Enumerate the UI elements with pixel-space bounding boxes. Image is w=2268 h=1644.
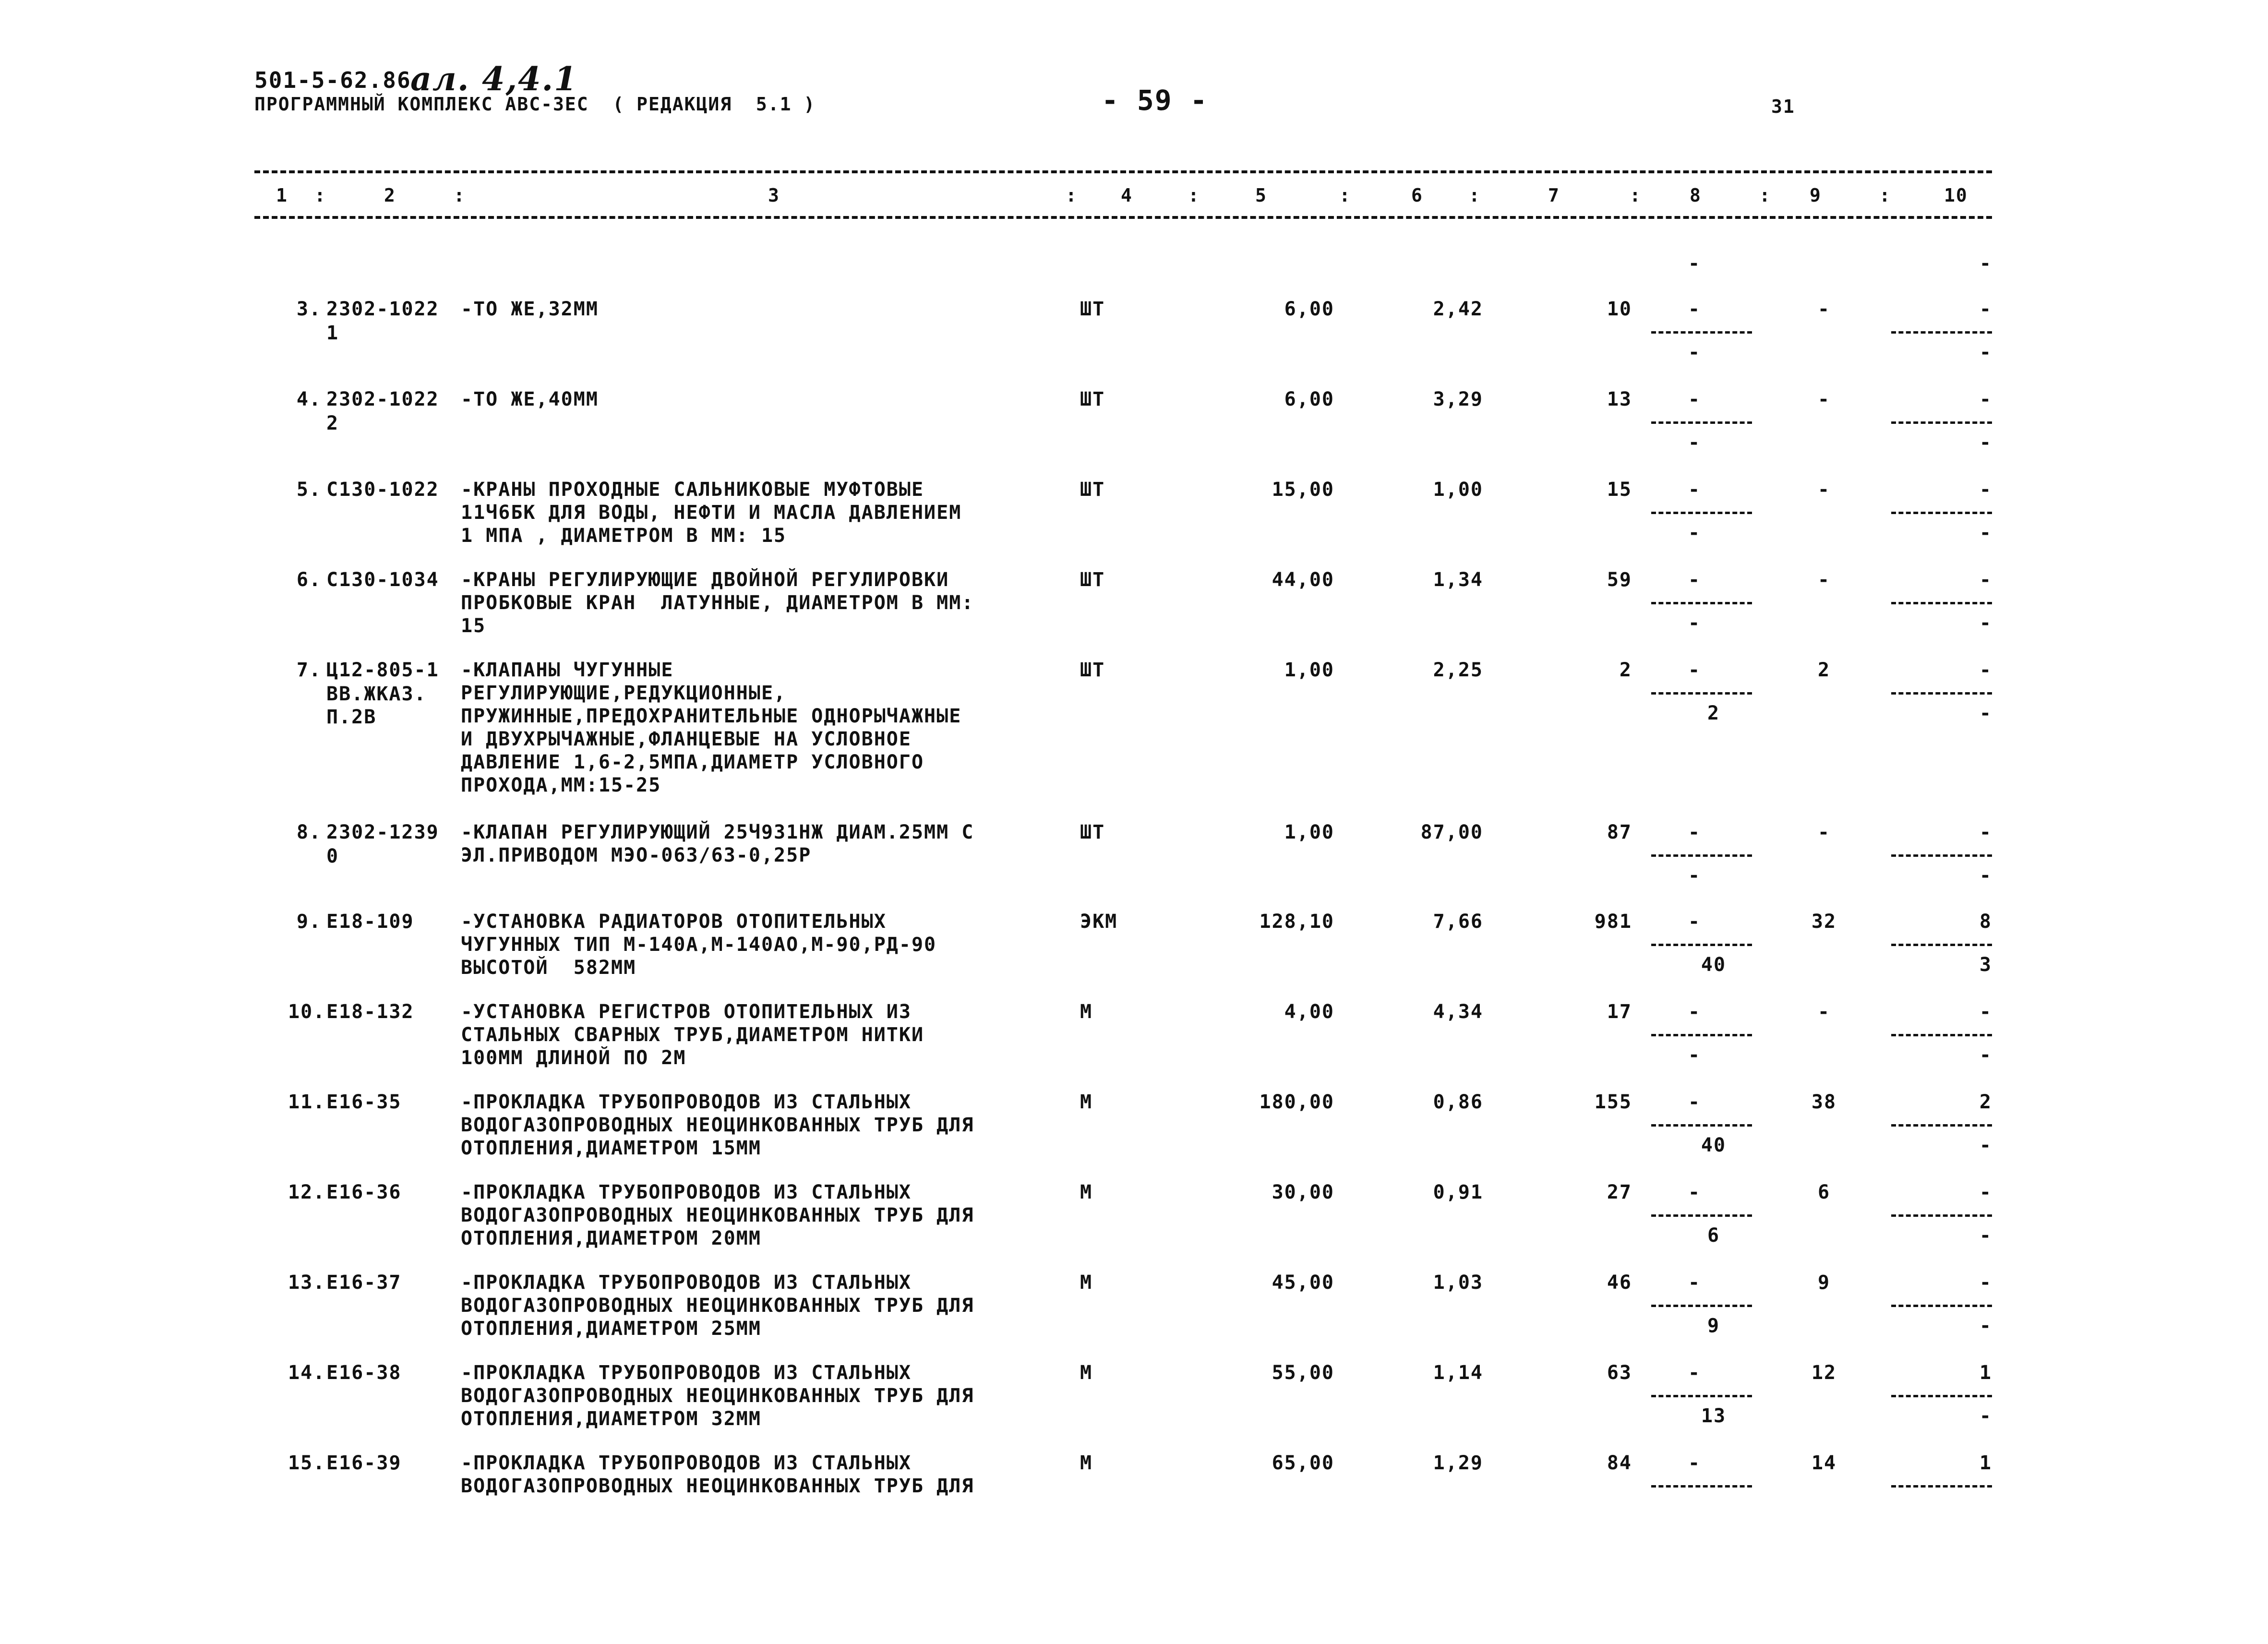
sheet-number: 31	[1771, 96, 1795, 117]
row-col8-bottom: 40	[1701, 1134, 1727, 1156]
column-separator: :	[1630, 185, 1642, 206]
row-col10-rule	[1891, 1214, 1992, 1217]
row-total: 13	[1607, 388, 1632, 410]
row-code-continuation: 2	[326, 412, 339, 434]
column-separator: :	[1066, 185, 1078, 206]
row-number: 14.	[288, 1362, 326, 1384]
row-col10-top: -	[1979, 298, 1992, 320]
row-col9: -	[1817, 569, 1831, 591]
column-header-2: 2	[384, 185, 396, 206]
row-unit: ШТ	[1080, 388, 1105, 410]
row-unit: ШТ	[1080, 569, 1105, 591]
row-total: 63	[1607, 1362, 1632, 1384]
row-description-line: ОТОПЛЕНИЯ,ДИАМЕТРОМ 32ММ	[461, 1408, 761, 1430]
row-col8-mid: -	[1688, 1044, 1701, 1066]
row-col10-bottom: -	[1979, 1224, 1992, 1247]
row-quantity: 128,10	[1259, 911, 1334, 933]
column-header-5: 5	[1255, 185, 1267, 206]
header-bottom-rule	[254, 216, 1992, 219]
column-header-3: 3	[768, 185, 780, 206]
header-top-rule	[254, 170, 1992, 173]
row-code: Ц12-805-1	[326, 659, 439, 681]
row-code: 2302-1022	[326, 388, 439, 410]
row-description-line: ЭЛ.ПРИВОДОМ МЭО-063/63-0,25Р	[461, 844, 812, 866]
row-col10-rule	[1891, 1305, 1992, 1307]
row-description-line: ЧУГУННЫХ ТИП М-140А,М-140АО,М-90,РД-90	[461, 934, 937, 956]
row-code: С130-1022	[326, 479, 439, 501]
row-quantity: 6,00	[1284, 388, 1334, 410]
row-col9: 14	[1811, 1452, 1837, 1474]
row-description-line: -ПРОКЛАДКА ТРУБОПРОВОДОВ ИЗ СТАЛЬНЫХ	[461, 1091, 912, 1113]
row-col10-top: -	[1979, 388, 1992, 410]
row-col10-top: -	[1979, 659, 1992, 681]
row-col8-top: -	[1688, 659, 1701, 681]
row-number: 9.	[296, 911, 322, 933]
row-description-line: -ПРОКЛАДКА ТРУБОПРОВОДОВ ИЗ СТАЛЬНЫХ	[461, 1181, 912, 1203]
row-col8-mid: -	[1688, 612, 1701, 634]
row-code-continuation: ВВ.ЖКАЗ. П.2В	[326, 683, 427, 728]
column-header-7: 7	[1548, 185, 1560, 206]
row-col8-rule	[1651, 1485, 1752, 1488]
row-col8-top: -	[1688, 569, 1701, 591]
row-description-line: -УСТАНОВКА РЕГИСТРОВ ОТОПИТЕЛЬНЫХ ИЗ	[461, 1001, 912, 1023]
row-description-line: СТАЛЬНЫХ СВАРНЫХ ТРУБ,ДИАМЕТРОМ НИТКИ	[461, 1024, 924, 1046]
row-number: 12.	[288, 1181, 326, 1203]
row-col8-bottom: 40	[1701, 954, 1727, 976]
column-header-8: 8	[1690, 185, 1702, 206]
row-total: 2	[1619, 659, 1632, 681]
row-quantity: 65,00	[1272, 1452, 1334, 1474]
column-separator: :	[454, 185, 466, 206]
row-col10-rule	[1891, 1485, 1992, 1488]
row-number: 11.	[288, 1091, 326, 1113]
row-unit: ШТ	[1080, 479, 1105, 501]
row-total: 15	[1607, 479, 1632, 501]
row-col8-top: -	[1688, 479, 1701, 501]
row-description-line: ОТОПЛЕНИЯ,ДИАМЕТРОМ 15ММ	[461, 1137, 761, 1159]
row-number: 7.	[296, 659, 322, 681]
row-total: 87	[1607, 821, 1632, 843]
row-col10-rule	[1891, 331, 1992, 334]
row-quantity: 44,00	[1272, 569, 1334, 591]
column-separator: :	[1759, 185, 1771, 206]
row-number: 13.	[288, 1272, 326, 1294]
row-col8-rule	[1651, 331, 1752, 334]
row-col8-top: -	[1688, 1091, 1701, 1113]
row-col10-top: -	[1979, 1181, 1992, 1203]
row-description-line: ПРОХОДА,ММ:15-25	[461, 774, 661, 796]
column-separator: :	[314, 185, 326, 206]
row-col10-bottom: -	[1979, 1315, 1992, 1337]
row-code: Е18-132	[326, 1001, 414, 1023]
column-header-9: 9	[1810, 185, 1822, 206]
row-col10-top: -	[1979, 479, 1992, 501]
row-quantity: 6,00	[1284, 298, 1334, 320]
row-unit-price: 1,14	[1433, 1362, 1483, 1384]
column-header-10: 10	[1944, 185, 1968, 206]
row-col10-bottom: -	[1979, 1044, 1992, 1066]
row-unit: М	[1080, 1452, 1093, 1474]
row-code: 2302-1239	[326, 821, 439, 843]
column-header-4: 4	[1121, 185, 1133, 206]
row-col8-top: -	[1688, 1181, 1701, 1203]
row-code-continuation: 0	[326, 845, 339, 867]
row-description-line: ДАВЛЕНИЕ 1,6-2,5МПА,ДИАМЕТР УСЛОВНОГО	[461, 751, 924, 773]
row-number: 6.	[296, 569, 322, 591]
album-note: ал. 4,4.1	[410, 60, 578, 98]
row-col9: 12	[1811, 1362, 1837, 1384]
row-quantity: 30,00	[1272, 1181, 1334, 1203]
row-col8-mid: -	[1688, 522, 1701, 544]
row-code: Е16-39	[326, 1452, 402, 1474]
row-number: 3.	[296, 298, 322, 320]
program-line: ПРОГРАММНЫЙ КОМПЛЕКС АВС-3ЕС ( РЕДАКЦИЯ 5.1 )	[254, 94, 816, 115]
row-unit: ЭКМ	[1080, 911, 1118, 933]
row-unit-price: 87,00	[1420, 821, 1483, 843]
row-description-line: ВЫСОТОЙ 582ММ	[461, 957, 636, 979]
row-unit: М	[1080, 1001, 1093, 1023]
row-description-line: ВОДОГАЗОПРОВОДНЫХ НЕОЦИНКОВАННЫХ ТРУБ ДЛЯ	[461, 1385, 974, 1407]
row-col9: -	[1817, 388, 1831, 410]
row-description-line: -ТО ЖЕ,32ММ	[461, 298, 599, 320]
row-description-line: 15	[461, 615, 486, 637]
row-col10-rule	[1891, 512, 1992, 514]
row-unit-price: 3,29	[1433, 388, 1483, 410]
row-col10-top: 1	[1979, 1362, 1992, 1384]
row-col10-top: 2	[1979, 1091, 1992, 1113]
row-col10-rule	[1891, 1124, 1992, 1127]
row-total: 27	[1607, 1181, 1632, 1203]
row-total: 84	[1607, 1452, 1632, 1474]
column-header-6: 6	[1411, 185, 1423, 206]
row-col10-top: 8	[1979, 911, 1992, 933]
row-total: 155	[1594, 1091, 1632, 1113]
row-col10-rule	[1891, 1395, 1992, 1397]
row-col8-rule	[1651, 1034, 1752, 1036]
row-number: 15.	[288, 1452, 326, 1474]
row-col8-rule	[1651, 421, 1752, 424]
row-col10-top: -	[1979, 1001, 1992, 1023]
page-number: - 59 -	[1102, 84, 1208, 117]
row-description-line: ВОДОГАЗОПРОВОДНЫХ НЕОЦИНКОВАННЫХ ТРУБ ДЛЯ	[461, 1295, 974, 1317]
row-col9: -	[1817, 479, 1831, 501]
row-description-line: -КЛАПАН РЕГУЛИРУЮЩИЙ 25Ч931НЖ ДИАМ.25ММ С	[461, 821, 974, 843]
row-description-line: ВОДОГАЗОПРОВОДНЫХ НЕОЦИНКОВАННЫХ ТРУБ ДЛЯ	[461, 1204, 974, 1226]
row-col8-rule	[1651, 944, 1752, 946]
row-description-line: -УСТАНОВКА РАДИАТОРОВ ОТОПИТЕЛЬНЫХ	[461, 911, 887, 933]
row-unit: М	[1080, 1091, 1093, 1113]
row-col8-mid: -	[1688, 341, 1701, 363]
row-unit: ШТ	[1080, 821, 1105, 843]
col10-lead-mark: -	[1979, 252, 1992, 275]
row-code: Е16-37	[326, 1272, 402, 1294]
row-description-line: ПРУЖИННЫЕ,ПРЕДОХРАНИТЕЛЬНЫЕ ОДНОРЫЧАЖНЫЕ	[461, 705, 962, 727]
row-col10-top: -	[1979, 569, 1992, 591]
row-unit-price: 7,66	[1433, 911, 1483, 933]
row-unit: М	[1080, 1272, 1093, 1294]
row-col8-top: -	[1688, 911, 1701, 933]
row-description-line: 11Ч6БК ДЛЯ ВОДЫ, НЕФТИ И МАСЛА ДАВЛЕНИЕМ	[461, 502, 962, 524]
row-code: С130-1034	[326, 569, 439, 591]
row-code: 2302-1022	[326, 298, 439, 320]
row-col10-bottom: -	[1979, 341, 1992, 363]
row-quantity: 1,00	[1284, 659, 1334, 681]
row-col10-rule	[1891, 854, 1992, 857]
row-col9: 32	[1811, 911, 1837, 933]
row-col8-mid: -	[1688, 432, 1701, 454]
row-quantity: 180,00	[1259, 1091, 1334, 1113]
row-col10-bottom: -	[1979, 1134, 1992, 1156]
row-col10-bottom: -	[1979, 522, 1992, 544]
row-col8-rule	[1651, 1214, 1752, 1217]
row-quantity: 15,00	[1272, 479, 1334, 501]
row-total: 981	[1594, 911, 1632, 933]
row-col8-bottom: 13	[1701, 1405, 1727, 1427]
row-col10-rule	[1891, 692, 1992, 695]
row-col8-rule	[1651, 602, 1752, 604]
row-col8-top: -	[1688, 298, 1701, 320]
row-unit-price: 1,29	[1433, 1452, 1483, 1474]
document-code: 501-5-62.86	[254, 67, 411, 93]
row-description-line: -КРАНЫ ПРОХОДНЫЕ САЛЬНИКОВЫЕ МУФТОВЫЕ	[461, 479, 924, 501]
row-col8-rule	[1651, 692, 1752, 695]
row-unit-price: 0,91	[1433, 1181, 1483, 1203]
row-description-line: ОТОПЛЕНИЯ,ДИАМЕТРОМ 25ММ	[461, 1318, 761, 1340]
row-code: Е16-36	[326, 1181, 402, 1203]
row-description-line: ВОДОГАЗОПРОВОДНЫХ НЕОЦИНКОВАННЫХ ТРУБ ДЛЯ	[461, 1475, 974, 1497]
row-unit: М	[1080, 1181, 1093, 1203]
row-unit-price: 4,34	[1433, 1001, 1483, 1023]
row-number: 10.	[288, 1001, 326, 1023]
row-col9: 38	[1811, 1091, 1837, 1113]
column-header-1: 1	[276, 185, 288, 206]
row-col8-rule	[1651, 512, 1752, 514]
row-col9: -	[1817, 1001, 1831, 1023]
row-description-line: -ПРОКЛАДКА ТРУБОПРОВОДОВ ИЗ СТАЛЬНЫХ	[461, 1362, 912, 1384]
row-col8-top: -	[1688, 1272, 1701, 1294]
row-col10-top: -	[1979, 821, 1992, 843]
row-col9: 6	[1817, 1181, 1831, 1203]
row-code: Е16-38	[326, 1362, 402, 1384]
row-col9: 9	[1817, 1272, 1831, 1294]
row-col8-bottom: 6	[1707, 1224, 1720, 1247]
row-description-line: -ПРОКЛАДКА ТРУБОПРОВОДОВ ИЗ СТАЛЬНЫХ	[461, 1452, 912, 1474]
row-quantity: 4,00	[1284, 1001, 1334, 1023]
row-description-line: -ПРОКЛАДКА ТРУБОПРОВОДОВ ИЗ СТАЛЬНЫХ	[461, 1272, 912, 1294]
row-unit-price: 1,00	[1433, 479, 1483, 501]
row-col10-bottom: 3	[1979, 954, 1992, 976]
row-total: 46	[1607, 1272, 1632, 1294]
row-col8-bottom: 9	[1707, 1315, 1720, 1337]
row-total: 10	[1607, 298, 1632, 320]
row-number: 8.	[296, 821, 322, 843]
row-col10-rule	[1891, 421, 1992, 424]
row-quantity: 1,00	[1284, 821, 1334, 843]
column-separator: :	[1188, 185, 1200, 206]
row-col8-top: -	[1688, 1362, 1701, 1384]
row-col10-bottom: -	[1979, 432, 1992, 454]
row-col10-bottom: -	[1979, 612, 1992, 634]
row-col9: 2	[1817, 659, 1831, 681]
row-unit-price: 1,34	[1433, 569, 1483, 591]
column-separator: :	[1339, 185, 1351, 206]
row-col8-top: -	[1688, 388, 1701, 410]
column-separator: :	[1469, 185, 1481, 206]
row-col9: -	[1817, 821, 1831, 843]
row-col8-mid: -	[1688, 864, 1701, 887]
row-col10-rule	[1891, 944, 1992, 946]
row-unit-price: 2,25	[1433, 659, 1483, 681]
row-col10-top: -	[1979, 1272, 1992, 1294]
col8-lead-mark: -	[1688, 252, 1701, 275]
row-description-line: И ДВУХРЫЧАЖНЫЕ,ФЛАНЦЕВЫЕ НА УСЛОВНОЕ	[461, 728, 912, 750]
column-separator: :	[1879, 185, 1891, 206]
row-col8-rule	[1651, 1305, 1752, 1307]
row-description-line: -КРАНЫ РЕГУЛИРУЮЩИЕ ДВОЙНОЙ РЕГУЛИРОВКИ	[461, 569, 949, 591]
row-col10-rule	[1891, 1034, 1992, 1036]
row-description-line: 100ММ ДЛИНОЙ ПО 2М	[461, 1047, 686, 1069]
row-col8-bottom: 2	[1707, 702, 1720, 724]
row-description-line: ПРОБКОВЫЕ КРАН ЛАТУННЫЕ, ДИАМЕТРОМ В ММ:	[461, 592, 974, 614]
row-code-continuation: 1	[326, 322, 339, 344]
row-unit-price: 1,03	[1433, 1272, 1483, 1294]
row-number: 4.	[296, 388, 322, 410]
row-col10-bottom: -	[1979, 864, 1992, 887]
row-description-line: -КЛАПАНЫ ЧУГУННЫЕ	[461, 659, 674, 681]
row-description-line: -ТО ЖЕ,40ММ	[461, 388, 599, 410]
row-description-line: РЕГУЛИРУЮЩИЕ,РЕДУКЦИОННЫЕ,	[461, 682, 787, 704]
row-col8-top: -	[1688, 1452, 1701, 1474]
row-quantity: 45,00	[1272, 1272, 1334, 1294]
row-unit: ШТ	[1080, 298, 1105, 320]
row-unit: М	[1080, 1362, 1093, 1384]
row-description-line: ОТОПЛЕНИЯ,ДИАМЕТРОМ 20ММ	[461, 1227, 761, 1249]
row-col8-top: -	[1688, 1001, 1701, 1023]
row-col8-rule	[1651, 1124, 1752, 1127]
row-total: 17	[1607, 1001, 1632, 1023]
row-description-line: 1 МПА , ДИАМЕТРОМ В ММ: 15	[461, 525, 787, 547]
row-description-line: ВОДОГАЗОПРОВОДНЫХ НЕОЦИНКОВАННЫХ ТРУБ ДЛЯ	[461, 1114, 974, 1136]
row-unit: ШТ	[1080, 659, 1105, 681]
row-unit-price: 2,42	[1433, 298, 1483, 320]
row-col10-bottom: -	[1979, 702, 1992, 724]
row-col8-rule	[1651, 1395, 1752, 1397]
row-code: Е16-35	[326, 1091, 402, 1113]
row-col9: -	[1817, 298, 1831, 320]
row-col8-rule	[1651, 854, 1752, 857]
row-code: Е18-109	[326, 911, 414, 933]
row-col10-rule	[1891, 602, 1992, 604]
row-number: 5.	[296, 479, 322, 501]
row-col10-top: 1	[1979, 1452, 1992, 1474]
row-col8-top: -	[1688, 821, 1701, 843]
row-quantity: 55,00	[1272, 1362, 1334, 1384]
row-total: 59	[1607, 569, 1632, 591]
row-col10-bottom: -	[1979, 1405, 1992, 1427]
row-unit-price: 0,86	[1433, 1091, 1483, 1113]
